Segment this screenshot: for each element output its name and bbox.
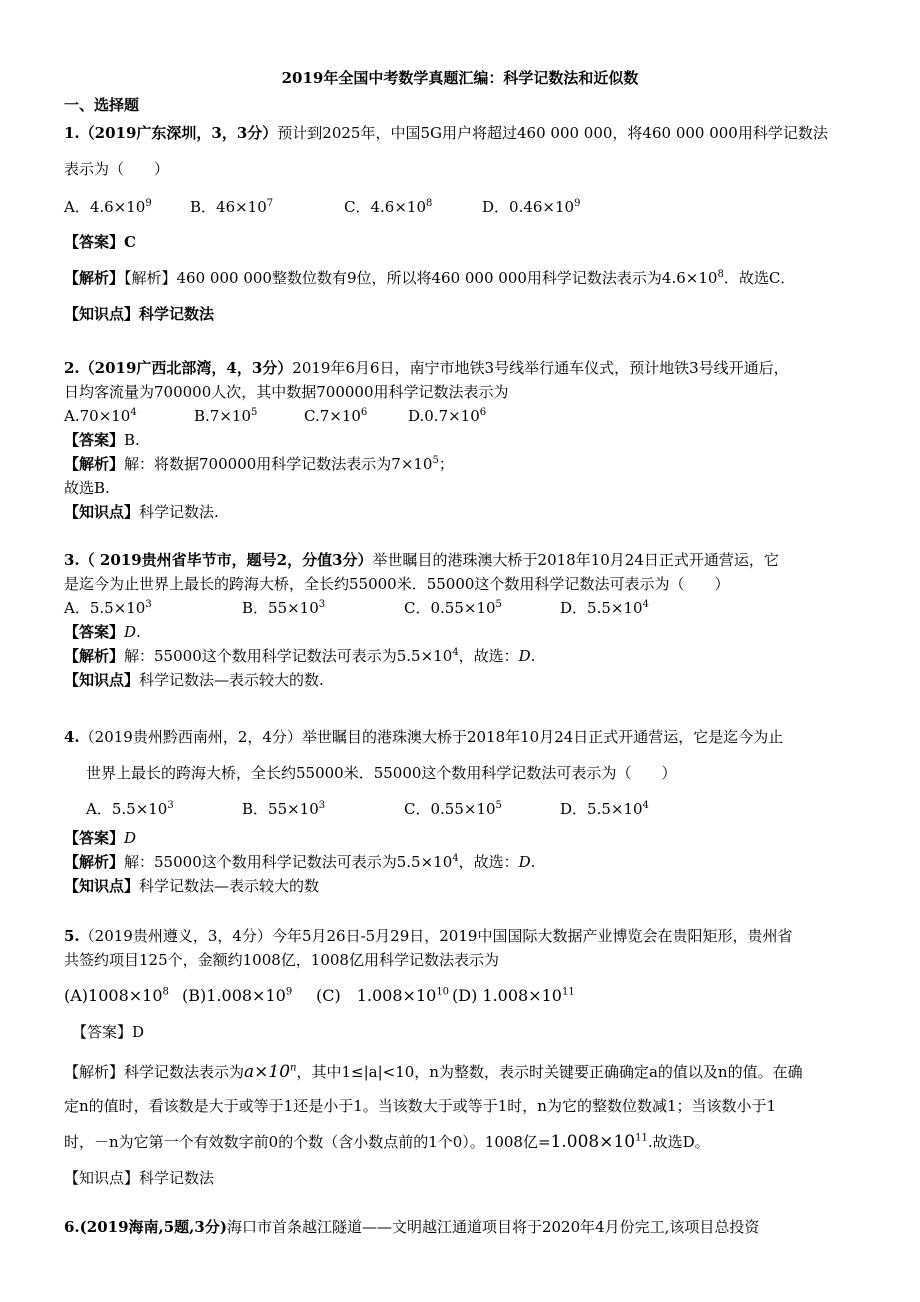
question-3-options [64,598,649,618]
question-5-analysis-1: 【解析】科学记数法表示为$a\times 10^n$，其中1≤|a|<10，n为整数，表示时关键要正确确定a的值以及n的值。在确 [64,1062,803,1082]
question-2-line-1: 2.（2019广西北部湾，4，3分）2019年6月6日，南宁市地铁3号线举行通车仪式，预计地铁3号线开通后， [64,359,789,377]
option-a: A．$4.6\times 10^9$ [64,198,152,216]
question-1-knowledge-point: 【知识点】科学记数法 [64,305,215,323]
question-1-line-2: 表示为（ ） [64,160,170,178]
question-4-line-2: 世界上最长的跨海大桥，全长约55000米．55000这个数用科学记数法可表示为（ ） [86,764,677,782]
question-2-knowledge-point: 【知识点】科学记数法. [64,503,219,521]
question-number: 1. [64,124,80,142]
question-4-answer: 【答案】D [64,829,137,847]
option-d: D．$0.46\times 10^9$ [482,198,581,216]
formula-result: $1.008\times 10^{11}$ [550,1132,648,1152]
question-1-options [64,197,580,217]
question-source: （2019广东深圳，3，3分） [79,124,278,142]
question-1-line-1 [64,123,828,143]
formula-a-times-10-n: $a\times 10^n$ [244,1062,297,1082]
question-4-line-1: 4.（2019贵州黔西南州，2，4分）举世瞩目的港珠澳大桥于2018年10月24日正式开通营运，它是迄今为止 [64,728,784,746]
option-d: D．$5.5\times 10^4$ [560,800,649,818]
option-b: $B.7\times 10^5$ [194,407,258,425]
option-b: B．$55\times 10^3$ [242,599,326,617]
question-5-options [64,986,575,1006]
question-5-answer: 【答案】D [72,1023,145,1041]
question-3-knowledge-point: 【知识点】科学记数法—表示较大的数. [64,671,324,689]
option-a: A．$5.5\times 10^3$ [86,800,174,818]
question-2-analysis-2: 故选B. [64,479,110,497]
question-4-options [86,799,649,819]
option-d: $D.0.7\times 10^6$ [408,407,487,425]
option-a: $(A)1008\times 10^8$ [64,986,169,1005]
document-title: 2019年全国中考数学真题汇编：科学记数法和近似数 [281,69,639,87]
option-c: C．$0.55\times 10^5$ [404,800,502,818]
question-6-line-1: 6.(2019海南,5题,3分)海口市首条越江隧道——文明越江通道项目将于2020年4月份完工,该项目总投资 [64,1218,760,1236]
option-b: B．$46\times 10^7$ [190,198,274,216]
option-c: (C) $1.008\times 10^{10}$ [316,986,450,1005]
question-2-answer: 【答案】B. [64,431,140,449]
question-4-analysis: 【解析】解：55000这个数用科学记数法可表示为$5.5\times 10^4$，故选：D. [64,853,536,871]
option-c: C．$0.55\times 10^5$ [404,599,502,617]
option-d: (D) $1.008\times 10^{11}$ [452,986,575,1005]
option-a: A．$5.5\times 10^3$ [64,599,152,617]
question-3-analysis: 【解析】解：55000这个数用科学记数法可表示为$5.5\times 10^4$，故选：D. [64,647,536,665]
question-2-options [64,406,486,426]
question-1-analysis: 【解析】【解析】460 000 000整数位数有9位，所以将460 000 000用科学记数法表示为$4.6\times 10^8$．故选C． [64,269,796,287]
question-4-knowledge-point: 【知识点】科学记数法—表示较大的数 [64,877,320,895]
option-b: $(B)1.008\times 10^9$ [182,986,293,1005]
question-3-line-2: 是迄今为止世界上最长的跨海大桥，全长约55000米．55000这个数用科学记数法可表示为（ ） [64,575,730,593]
option-d: D．$5.5\times 10^4$ [560,599,649,617]
question-5-knowledge-point: 【知识点】科学记数法 [64,1169,215,1187]
question-1-answer: 【答案】C [64,233,136,251]
question-2-analysis: 【解析】解：将数据700000用科学记数法表示为$7\times 10^5$； [64,455,454,473]
question-2-line-2: 日均客流量为700000人次，其中数据700000用科学记数法表示为 [64,383,509,401]
option-b: B．$55\times 10^3$ [242,800,326,818]
question-5-analysis-3: 时，－n为它第一个有效数字前0的个数（含小数点前的1个0）。1008亿$=1.008\times 10^{11}$.故选D。 [64,1132,710,1152]
question-5-analysis-2: 定n的值时，看该数是大于或等于1还是小于1。当该数大于或等于1时，n为它的整数位数减1；当该数小于1 [64,1097,777,1115]
question-3-line-1: 3.（ 2019贵州省毕节市，题号2，分值3分）举世瞩目的港珠澳大桥于2018年10月24日正式开通营运，它 [64,551,779,569]
question-5-line-2: 共签约项目125个，金额约1008亿，1008亿用科学记数法表示为 [64,951,499,969]
option-c: C．$4.6\times 10^8$ [344,198,433,216]
section-heading: 一、选择题 [64,96,140,114]
question-3-answer: 【答案】D. [64,623,141,641]
option-c: $C.7\times 10^6$ [304,407,368,425]
question-text: 预计到2025年，中国5G用户将超过460 000 000，将460 000 000用科学记数法 [277,124,828,142]
option-a: $A.70\times 10^4$ [64,407,137,425]
question-5-line-1: 5.（2019贵州遵义，3，4分）今年5月26日-5月29日，2019中国国际大数据产业博览会在贵阳矩形，贵州省 [64,927,793,945]
